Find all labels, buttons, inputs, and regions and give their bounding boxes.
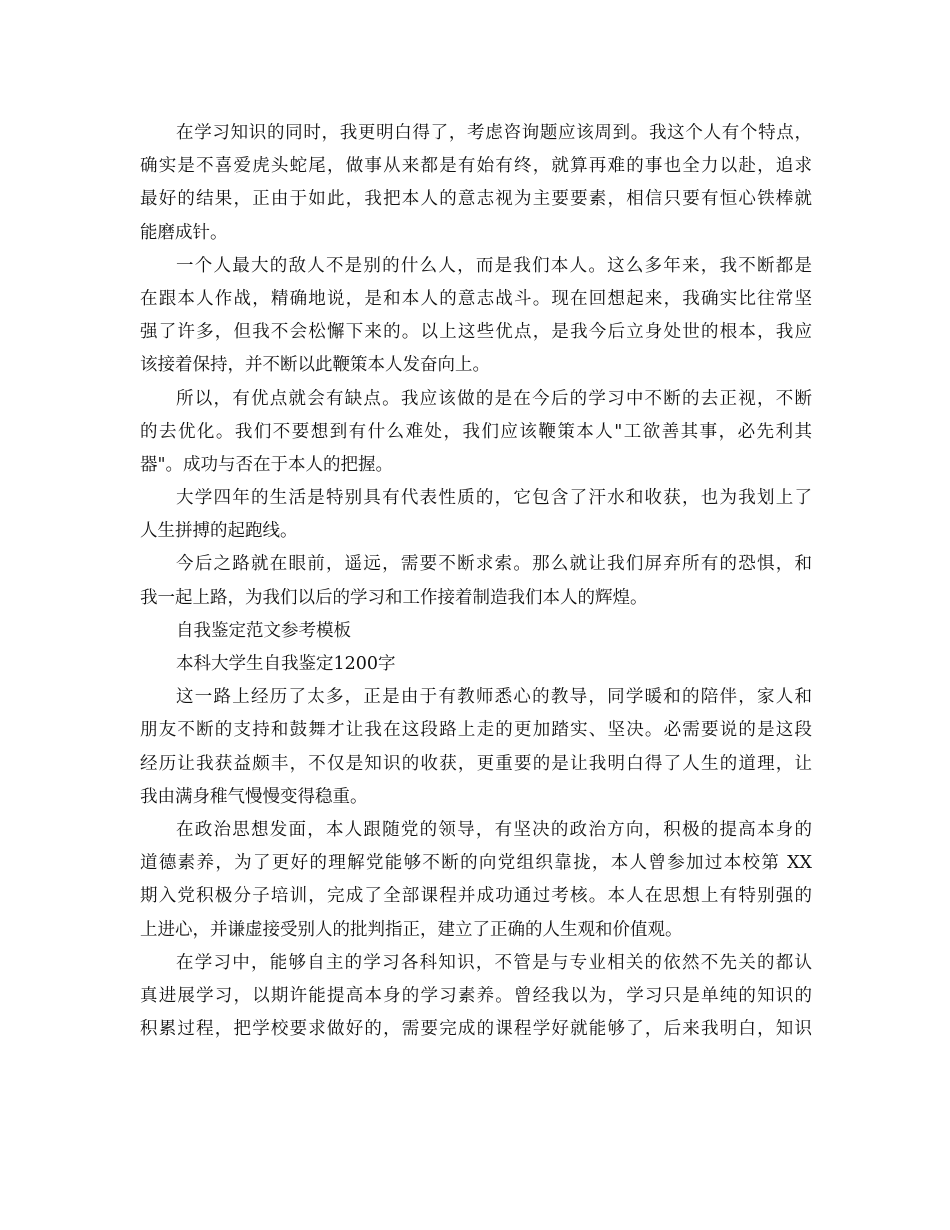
text-line: 经历让我获益颇丰，不仅是知识的收获，更重要的是让我明白得了人生的道理，让 <box>140 753 812 774</box>
text-line: 在政治思想发面，本人跟随党的领导，有坚决的政治方向，积极的提高本身的 <box>176 819 812 840</box>
text-line: 上进心，并谦虚接受别人的批判指正，建立了正确的人生观和价值观。 <box>140 919 683 940</box>
text-line: 期入党积极分子培训，完成了全部课程并成功通过考核。本人在思想上有特别强的 <box>140 886 812 907</box>
text-line: 该接着保持，并不断以此鞭策本人发奋向上。 <box>140 355 490 376</box>
text-line: 这一路上经历了太多，正是由于有教师悉心的教导，同学暖和的陪伴，家人和 <box>176 687 812 708</box>
text-line: 一个人最大的敌人不是别的什么人，而是我们本人。这么多年来，我不断都是 <box>176 255 812 276</box>
text-line: 朋友不断的支持和鼓舞才让我在这段路上走的更加踏实、坚决。必需要说的是这段 <box>140 720 812 741</box>
text-line: 最好的结果，正由于如此，我把本人的意志视为主要要素，相信只要有恒心铁棒就 <box>140 189 812 210</box>
text-line: 能磨成针。 <box>140 222 228 243</box>
text-line: 我一起上路，为我们以后的学习和工作接着制造我们本人的辉煌。 <box>140 587 648 608</box>
text-line: 道德素养，为了更好的理解党能够不断的向党组织靠拢，本人曾参加过本校第 XX <box>140 853 812 874</box>
document-page <box>140 117 812 1046</box>
text-line: 在学习知识的同时，我更明白得了，考虑咨询题应该周到。我这个人有个特点， <box>176 123 812 143</box>
text-line: 所以，有优点就会有缺点。我应该做的是在今后的学习中不断的去正视，不断 <box>176 388 812 409</box>
text-line: 强了许多，但我不会松懈下来的。以上这些优点，是我今后立身处世的根本，我应 <box>140 322 812 343</box>
text-line: 在学习中，能够自主的学习各科知识，不管是与专业相关的依然不先关的都认 <box>176 952 812 973</box>
text-line: 我由满身稚气慢慢变得稳重。 <box>140 786 368 807</box>
text-line: 器"。成功与否在于本人的把握。 <box>140 454 394 475</box>
text-line: 人生拼搏的起跑线。 <box>140 521 298 542</box>
text-line: 自我鉴定范文参考模板 <box>176 620 351 641</box>
text-line: 在跟本人作战，精确地说，是和本人的意志战斗。现在回想起来，我确实比往常坚 <box>140 288 812 309</box>
text-line: 真进展学习，以期许能提高本身的学习素养。曾经我以为，学习只是单纯的知识的 <box>140 985 812 1006</box>
text-line: 大学四年的生活是特别具有代表性质的，它包含了汗水和收获，也为我划上了 <box>176 488 812 509</box>
text-line: 的去优化。我们不要想到有什么难处，我们应该鞭策本人"工欲善其事，必先利其 <box>140 421 812 442</box>
text-line: 确实是不喜爱虎头蛇尾，做事从来都是有始有终，就算再难的事也全力以赴，追求 <box>140 156 812 177</box>
text-line: 本科大学生自我鉴定1200字 <box>176 654 396 674</box>
text-line: 今后之路就在眼前，遥远，需要不断求索。那么就让我们屏弃所有的恐惧，和 <box>176 554 812 575</box>
text-line: 积累过程，把学校要求做好的，需要完成的课程学好就能够了，后来我明白，知识 <box>140 1019 812 1040</box>
